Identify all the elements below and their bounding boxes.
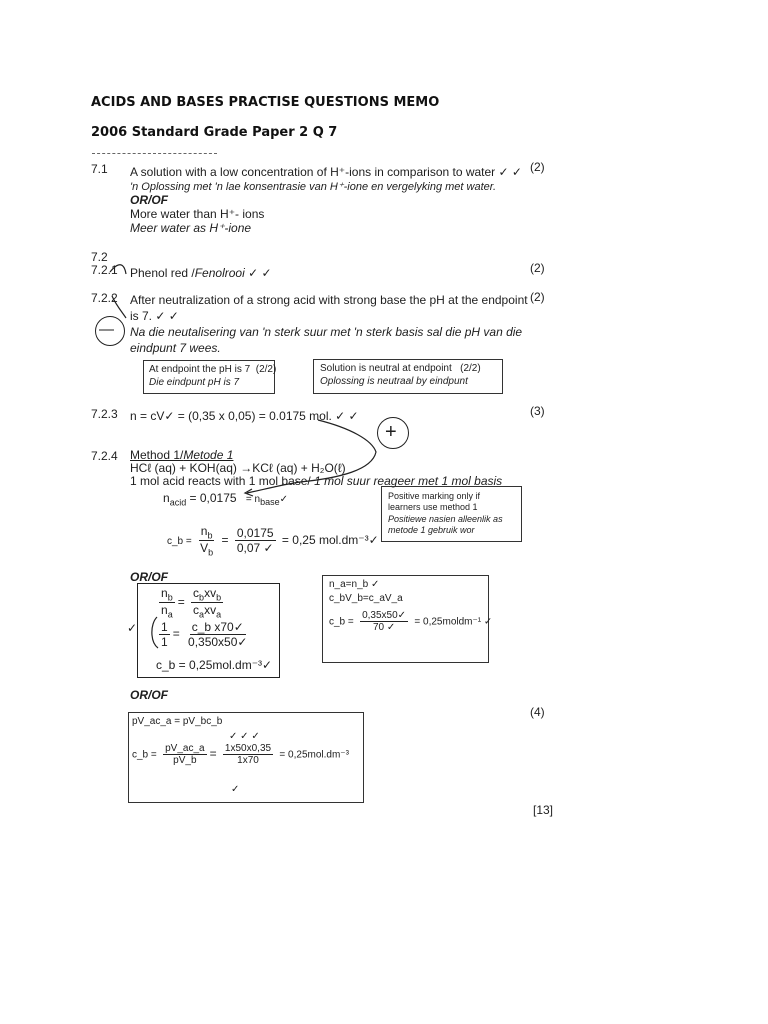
q-7-2-2-line2: is 7. ✓ ✓: [130, 309, 179, 323]
alt-answer-box-1-af: Die eindpunt pH is 7: [149, 377, 240, 388]
page-title: ACIDS AND BASES PRACTISE QUESTIONS MEMO: [91, 95, 440, 110]
q-7-2-3-mark: (3): [530, 404, 545, 418]
note-af-2: metode 1 gebruik wor: [388, 525, 475, 535]
q-7-1-alt-af: Meer water as H⁺-ione: [130, 221, 252, 235]
q-7-2-1-mark: (2): [530, 261, 545, 275]
q-7-1-answer-af: 'n Oplossing met 'n lae konsentrasie van H⁺-ione en vergelyking met water.: [130, 181, 497, 193]
bracket-left: [152, 617, 158, 648]
arrow-stroke-7-2-3: [247, 420, 376, 493]
alt-answer-box-2-en: Solution is neutral at endpoint (2/2): [320, 363, 481, 374]
plus-circle-icon: +: [377, 417, 409, 449]
alt-answer-box-2-af: Oplossing is neutraal by eindpunt: [320, 376, 468, 387]
total-marks: [13]: [533, 803, 554, 817]
q-7-2-1-number: 7.2.1: [91, 263, 118, 277]
minus-circle-icon: —: [95, 316, 125, 346]
or-divider-1: OR/OF: [130, 570, 168, 584]
q-7-2-3-answer: n = cV✓ = (0,35 x 0,05) = 0.0175 mol. ✓ ✓: [130, 409, 359, 423]
q-7-2-1-answer: Phenol red /Fenolrooi ✓ ✓: [130, 266, 272, 280]
n-acid-equals-n-base: $n_{acid} = 0,0175$ = $n_{base}✓$: [163, 491, 289, 508]
reaction-equation: HCℓ (aq) + KOH(aq) →KCℓ (aq) + H₂O(ℓ): [130, 461, 346, 475]
alt-answer-box-1-en: At endpoint the pH is 7 (2/2): [149, 364, 277, 375]
method-4-tick-bottom: ✓: [231, 784, 240, 795]
method-3-calc: c_b = $\frac{0,35x50✓}{70 ✓}$ = 0,25moldm⁻¹ ✓: [329, 610, 493, 633]
q-7-2-2-mark: (2): [530, 290, 545, 304]
method-2-result: c_b = 0,25mol.dm⁻³✓: [156, 658, 273, 672]
q-7-2-2-line1: After neutralization of a strong acid with strong base the pH at the endpoint: [130, 293, 528, 307]
method-1-heading: Method 1/Metode 1: [130, 448, 234, 462]
q-7-2-2-number: 7.2.2: [91, 291, 118, 305]
q-7-2-2-line4-af: eindpunt 7 wees.: [130, 341, 221, 355]
check-stroke-7-2-1: [110, 265, 126, 274]
q-7-1-alt: More water than H⁺- ions: [130, 207, 265, 221]
method-1-cb-calc: c_b = $\frac{n_b}{V_b}$ = $\frac{0,0175}{0,07 ✓}$ = 0,25 mol.dm⁻³✓: [167, 524, 379, 558]
method-4-ticks-top: ✓ ✓ ✓: [229, 731, 260, 742]
note-af-1: Positiewe nasien alleenlik as: [388, 514, 503, 524]
q-7-2-4-mark: (4): [530, 705, 545, 719]
method-4-line1: pV_ac_a = pV_bc_b: [132, 716, 223, 727]
mole-ratio: 1 mol acid reacts with 1 mol base/ 1 mol suur reageer met 1 mol basis: [130, 474, 503, 488]
method-3-line2: c_bV_b=c_aV_a: [329, 593, 403, 604]
q-7-1-answer: A solution with a low concentration of H⁺-ions in comparison to water ✓ ✓: [130, 165, 522, 179]
method-2-ratio-line: $\frac{n_b}{n_a}$ = $\frac{c_bxv_b}{c_axv_a}$: [161, 586, 222, 620]
q-7-1-mark: (2): [530, 160, 545, 174]
note-en-2: learners use method 1: [388, 502, 478, 512]
method-2-substitution: $\frac{1}{1}$ = $\frac{\text{c\_b x70✓}}{0,350x50✓}$: [161, 620, 248, 649]
method-2-side-tick: ✓: [127, 621, 138, 635]
method-3-line1: n_a=n_b ✓: [329, 579, 380, 590]
q-7-2-number: 7.2: [91, 250, 108, 264]
q-7-2-3-number: 7.2.3: [91, 407, 118, 421]
pointer-stroke-7-2-2: [112, 296, 126, 318]
method-4-calc: c_b = $\frac{pV\_ac\_a}{pV\_b}$ = $\frac{1x50x0,35}{1x70}$ = 0,25mol.dm⁻³: [132, 743, 349, 766]
page-subtitle: 2006 Standard Grade Paper 2 Q 7: [91, 125, 338, 140]
q-7-2-2-line3-af: Na die neutalisering van 'n sterk suur met 'n sterk basis sal die pH van die: [130, 325, 523, 339]
note-en-1: Positive marking only if: [388, 491, 481, 501]
q-7-1-or: OR/OF: [130, 193, 168, 207]
q-7-1-number: 7.1: [91, 162, 108, 176]
q-7-2-4-number: 7.2.4: [91, 449, 118, 463]
or-divider-2: OR/OF: [130, 688, 168, 702]
